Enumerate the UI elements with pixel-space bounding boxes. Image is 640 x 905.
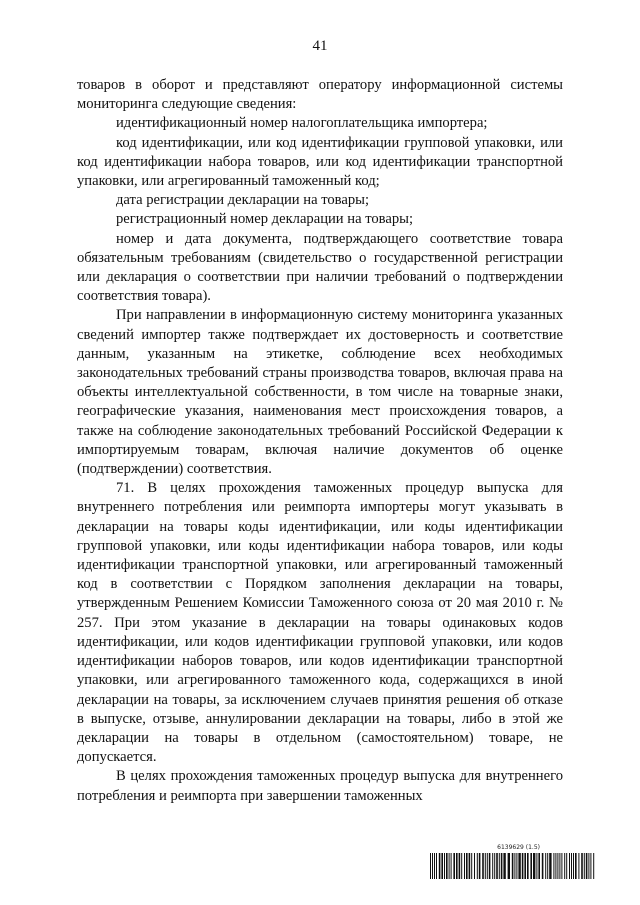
paragraph: идентификационный номер налогоплательщика импортера;	[116, 115, 488, 132]
paragraph: номер и дата документа, подтверждающего соответствие товара обязательным требованиям (свидетельство о государственной регистрации или декларация о соответствии при наличии требований о подтверждении соответствия товара).	[77, 230, 563, 305]
paragraph: 71. В целях прохождения таможенных процедур выпуска для внутреннего потребления или реимпорта импортеры могут указывать в декларации на товары коды идентификации, или коды идентификации групповой упаковки, или коды идентификации набора товаров, или коды идентификации транспортной упаковки, или агрегированный таможенный код в соответствии с Порядком заполнения декларации на товары, утвержденным Решением Комиссии Таможенного союза от 20 мая 2010 г. № 257. При этом указание в декларации на товары одинаковых кодов идентификации, или кодов идентификации групповой упаковки, или кодов идентификации наборов товаров, или кодов идентификации транспортной упаковки, или агрегированного таможенного кода, содержащихся в иной декларации на товары, за исключением случаев принятия решения об отказе в выпуске, отзыве, аннулировании декларации на товары, либо в этой же декларации на товары в отдельном (самостоятельном) товаре, не допускается.	[77, 480, 563, 766]
paragraph: дата регистрации декларации на товары;	[116, 192, 370, 209]
page-number: 41	[312, 38, 328, 54]
document-code: 6139629 (1.5)	[497, 844, 540, 851]
paragraph: код идентификации, или код идентификации групповой упаковки, или код идентификации набора товаров, или код идентификации транспортной упаковки, или агрегированный таможенный код;	[77, 134, 563, 190]
barcode	[430, 853, 596, 879]
document-footer	[430, 844, 596, 880]
paragraph: При направлении в информационную систему мониторинга указанных сведений импортер также подтверждает их достоверность и соответствие данным, указанным на этикетке, соблюдение всех необходимых законодательных требований страны производства товаров, включая права на объекты интеллектуальной собственности, в том числе на товарные знаки, географические указания, наименования мест происхождения товаров, а также на соблюдение законодательных требований Российской Федерации к импортируемым товарам, включая наличие документов об оценке (подтверждении) соответствия.	[77, 307, 563, 478]
paragraph: товаров в оборот и представляют оператору информационной системы мониторинга следующие сведения:	[77, 77, 563, 113]
paragraph: В целях прохождения таможенных процедур выпуска для внутреннего потребления и реимпорта при завершении таможенных	[77, 768, 563, 804]
paragraph: регистрационный номер декларации на товары;	[116, 211, 414, 228]
body-text	[77, 76, 563, 806]
